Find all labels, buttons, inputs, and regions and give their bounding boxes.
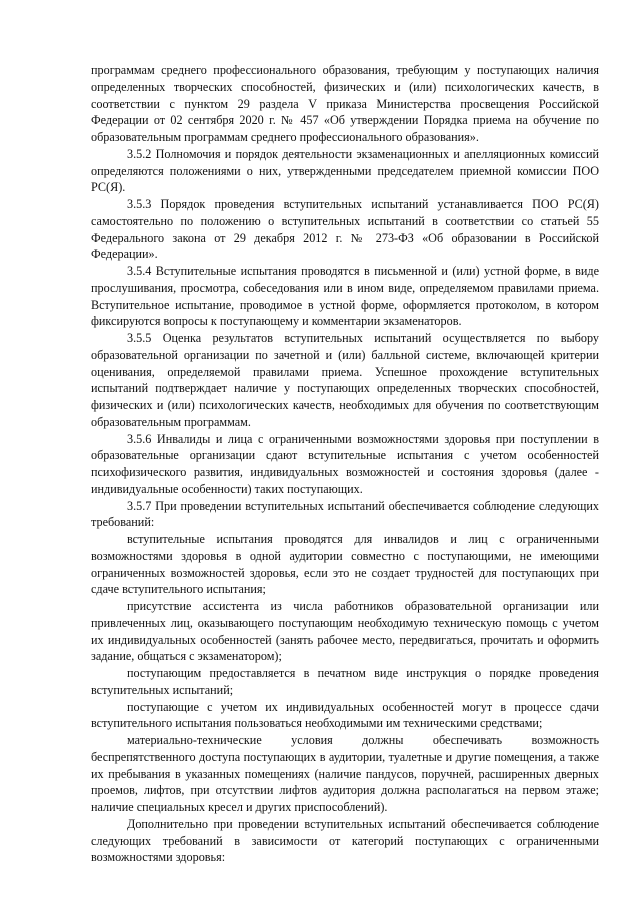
paragraph-3-5-4: 3.5.4 Вступительные испытания проводятся в письменной и (или) устной форме, в виде прослушивания, просмотра, собеседования или в ином виде, определяемом правилами приема. Вступительное испытание, проводимое в устной форме, оформляется протоколом, в котором фиксируются вопросы к поступающему и комментарии экзаменаторов. (91, 264, 599, 329)
requirement-item-accessibility: материально-технические условия должны обеспечивать возможность беспрепятственного доступа поступающих в аудитории, туалетные и другие помещения, а также их пребывания в указанных помещениях (наличие пандусов, поручней, расширенных дверных проемов, лифтов, при отсутствии лифтов аудитория должна располагаться на первом этаже; наличие специальных кресел и других приспособлений). (91, 733, 599, 814)
paragraph-3-5-3: 3.5.3 Порядок проведения вступительных испытаний устанавливается ПОО РС(Я) самостоятельно по положению о вступительных испытаний в соответствии со статьей 55 Федерального закона от 29 декабря 2012 г. № 273-ФЗ «Об образовании в Российской Федерации». (91, 197, 599, 262)
requirement-item-assistant: присутствие ассистента из числа работников образовательной организации или привлеченных лиц, оказывающего поступающим необходимую техническую помощь с учетом их индивидуальных особенностей (занять рабочее место, передвигаться, прочитать и оформить задание, общаться с экзаменатором); (91, 599, 599, 664)
requirement-item-printed-instructions: поступающим предоставляется в печатном виде инструкция о порядке проведения вступительных испытаний; (91, 666, 599, 697)
paragraph-3-5-6: 3.5.6 Инвалиды и лица с ограниченными возможностями здоровья при поступлении в образовательные организации сдают вступительные испытания с учетом особенностей психофизического развития, индивидуальных возможностей и состояния здоровья (далее - индивидуальные особенности) таких поступающих. (91, 431, 599, 496)
document-page (91, 62, 599, 866)
paragraph-3-5-2: 3.5.2 Полномочия и порядок деятельности экзаменационных и апелляционных комиссий определяются положениями о них, утвержденными председателем приемной комиссии ПОО РС(Я). (91, 146, 599, 195)
paragraph-additional-requirements: Дополнительно при проведении вступительных испытаний обеспечивается соблюдение следующих требований в зависимости от категорий поступающих с ограниченными возможностями здоровья: (91, 816, 599, 865)
paragraph-3-5-5: 3.5.5 Оценка результатов вступительных испытаний осуществляется по выбору образовательной организации по зачетной и (или) балльной системе, включающей критерии оценивания, определяемой правилами приема. Успешное прохождение вступительных испытаний подтверждает наличие у поступающих определенных творческих способностей, физических и (или) психологических качеств, необходимых для обучения по соответствующим образовательным программам. (91, 331, 599, 429)
requirement-item-joint-room: вступительные испытания проводятся для инвалидов и лиц с ограниченными возможностями здоровья в одной аудитории совместно с поступающими, не имеющими ограниченных возможностей здоровья, если это не создает трудностей для поступающих при сдаче вступительного испытания; (91, 532, 599, 597)
requirement-item-technical-means: поступающие с учетом их индивидуальных особенностей могут в процессе сдачи вступительного испытания пользоваться необходимыми им техническими средствами; (91, 699, 599, 731)
paragraph-continuation: программам среднего профессионального образования, требующим у поступающих наличия определенных творческих способностей, физических и (или) психологических качеств, в соответствии с пунктом 29 раздела V приказа Министерства просвещения Российской Федерации от 02 сентября 2020 г. № 457 «Об утверждении Порядка приема на обучение по образовательным программам среднего профессионального образования». (91, 63, 599, 144)
paragraph-3-5-7: 3.5.7 При проведении вступительных испытаний обеспечивается соблюдение следующих требований: (91, 498, 599, 530)
